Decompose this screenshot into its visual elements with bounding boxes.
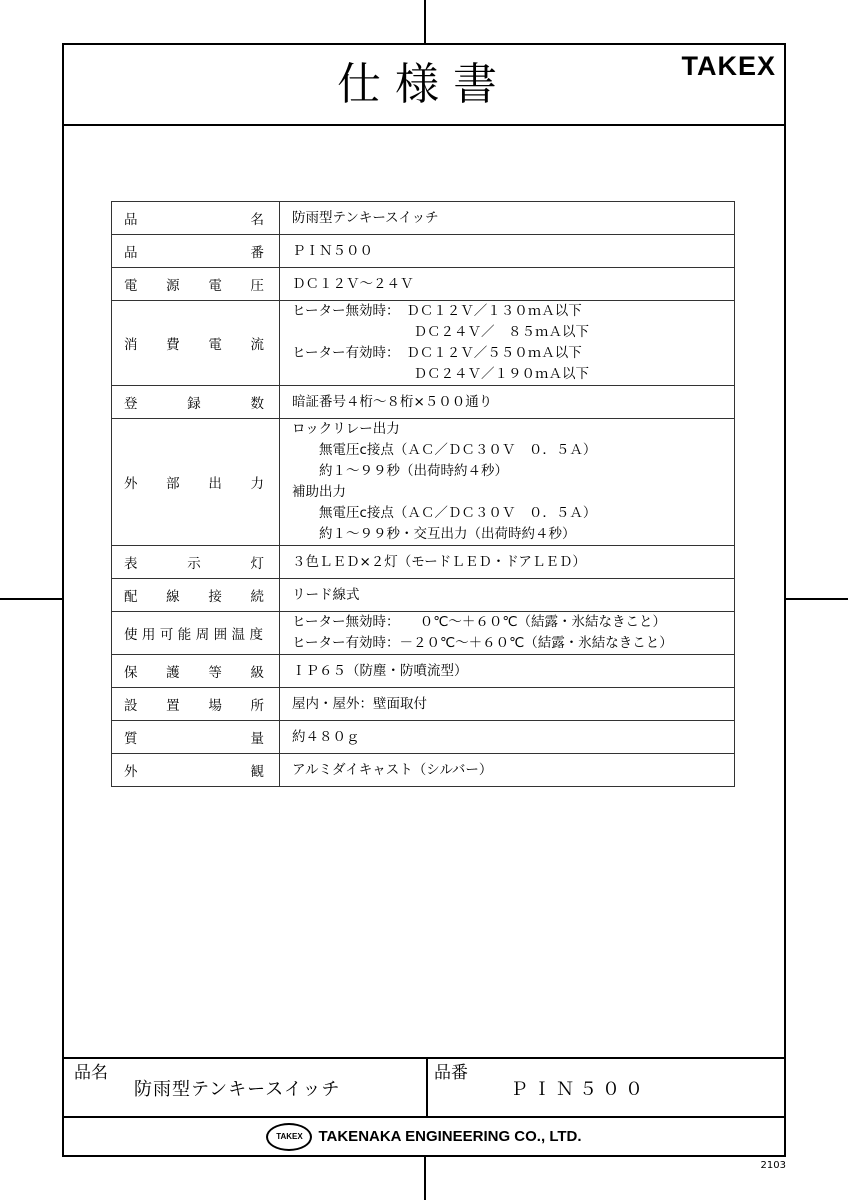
product-name-value: 防雨型テンキースイッチ [134,1079,341,1100]
spec-value-cell [280,202,735,235]
spec-label-char: 級 [250,665,264,681]
spec-row [112,612,735,655]
spec-label-cell [112,301,280,386]
spec-value-line: ＤＣ２４Ｖ／ ８５ｍＡ以下 [292,324,589,340]
spec-value-line: 無電圧c接点（ＡＣ／ＤＣ３０Ｖ ０．５Ａ） [292,442,597,458]
spec-label [124,727,266,747]
spec-label-char: 量 [250,731,264,747]
spec-label-cell [112,235,280,268]
spec-label-char: 電 [124,278,138,294]
spec-label-cell [112,579,280,612]
spec-label-char: 番 [250,245,264,261]
spec-label-cell [112,546,280,579]
spec-label-cell [112,612,280,655]
spec-label [124,585,266,605]
document-header [64,45,784,126]
spec-label-char: 所 [250,698,264,714]
spec-value-cell [280,754,735,787]
company-footer [64,1118,784,1155]
spec-label-char: 周 [195,627,211,643]
spec-value-line: 約１～９９秒（出荷時約４秒） [292,463,508,479]
spec-label-char: 品 [124,245,138,261]
spec-value-line: 約４８０ｇ [292,728,360,745]
spec-value-line: 屋内・屋外：壁面取付 [292,695,427,712]
spec-label-char: 電 [208,278,222,294]
crop-mark-top [424,0,426,43]
product-number-caption: 品番 [434,1063,468,1083]
spec-label-char: 名 [250,212,264,228]
spec-label-char: 源 [166,278,180,294]
spec-label [124,623,266,643]
spec-value-cell [280,655,735,688]
spec-label-char: 圧 [250,278,264,294]
spec-label-char: 数 [250,396,264,412]
spec-label-char: 用 [141,627,157,643]
spec-label-cell [112,721,280,754]
spec-value-line: ３色ＬＥＤ×２灯（モードＬＥＤ・ドアＬＥＤ） [292,553,586,570]
document-title: 仕様書 [337,59,511,110]
spec-label [124,208,266,228]
spec-value-line: 無電圧c接点（ＡＣ／ＤＣ３０Ｖ ０．５Ａ） [292,505,597,521]
spec-value-line: ヒーター無効時： ＤＣ１２Ｖ／１３０ｍＡ以下 [292,303,582,319]
spec-label-char: 置 [166,698,180,714]
product-number-value: ＰＩＮ５００ [510,1079,648,1100]
spec-label-char: 温 [231,627,247,643]
spec-label-char: 出 [208,476,222,492]
spec-label-char: 続 [250,589,264,605]
product-name-caption: 品名 [74,1063,108,1083]
spec-label [124,392,266,412]
spec-value-line: ヒーター有効時：－２０℃～＋６０℃（結露・氷結なきこと） [292,635,673,651]
crop-mark-left [0,598,62,600]
spec-label-cell [112,386,280,419]
spec-value-line: ヒーター有効時： ＤＣ１２Ｖ／５５０ｍＡ以下 [292,345,582,361]
spec-label [124,552,266,572]
spec-label-cell [112,268,280,301]
spec-value-line: ＩＰ６５（防塵・防噴流型） [292,662,468,679]
spec-row [112,268,735,301]
spec-label [124,274,266,294]
crop-mark-bottom [424,1157,426,1200]
company-name: TAKENAKA ENGINEERING CO., LTD. [318,1128,582,1145]
spec-value-cell [280,721,735,754]
spec-label-char: 使 [124,627,139,643]
spec-value-line: 約１～９９秒・交互出力（出荷時約４秒） [292,526,576,542]
spec-value-cell [280,612,735,655]
spec-label-char: 示 [187,556,201,572]
spec-value-line: アルミダイキャスト（シルバー） [292,761,493,778]
spec-label-char: 力 [250,476,264,492]
spec-label-char: 録 [187,396,201,412]
spec-value-cell [280,386,735,419]
spec-label-char: 質 [124,731,138,747]
spec-label-char: 外 [124,764,138,780]
spec-label-char: 可 [159,627,175,643]
spec-value-cell [280,301,735,386]
spec-value-line: 防雨型テンキースイッチ [292,209,439,226]
spec-label-char: 能 [177,627,193,643]
spec-value-cell [280,419,735,546]
document-frame [62,43,786,1157]
spec-row [112,301,735,386]
title-block [64,1057,784,1118]
spec-label-char: 観 [250,764,264,780]
spec-label-char: 灯 [250,556,264,572]
spec-label-char: 線 [166,589,180,605]
spec-row [112,579,735,612]
spec-label [124,661,266,681]
crop-mark-right [786,598,848,600]
spec-label-cell [112,202,280,235]
spec-label-cell [112,419,280,546]
spec-row [112,546,735,579]
brand-logo: TAKEX [681,51,776,81]
spec-row [112,202,735,235]
spec-label [124,472,266,492]
spec-label-char: 費 [166,337,180,353]
spec-value-line: ヒーター無効時： ０℃～＋６０℃（結露・氷結なきこと） [292,614,667,630]
spec-label-char: 外 [124,476,138,492]
document-code: 2103 [760,1160,786,1171]
spec-table [111,201,735,787]
spec-row [112,721,735,754]
spec-row [112,419,735,546]
spec-label [124,694,266,714]
spec-label [124,241,266,261]
spec-label-char: 護 [166,665,180,681]
spec-label-char: 表 [124,556,138,572]
spec-label-char: 登 [124,396,138,412]
spec-label-char: 流 [250,337,264,353]
spec-label-char: 部 [166,476,180,492]
spec-label-char: 消 [124,337,138,353]
spec-label-char: 接 [208,589,222,605]
spec-value-cell [280,579,735,612]
spec-value-cell [280,235,735,268]
spec-label [124,333,266,353]
spec-value-line: ロックリレー出力 [292,421,400,437]
spec-label-char: 電 [208,337,222,353]
spec-value-line: リード線式 [292,586,360,603]
spec-value-line: 補助出力 [292,484,346,500]
spec-label-char: 設 [124,698,138,714]
spec-label-char: 囲 [213,627,229,643]
spec-row [112,688,735,721]
spec-label-cell [112,754,280,787]
spec-row [112,235,735,268]
spec-label-char: 等 [208,665,222,681]
spec-value-cell [280,688,735,721]
spec-label-char: 場 [208,698,222,714]
spec-row [112,386,735,419]
spec-label-char: 配 [124,589,138,605]
spec-value-line: ＤＣ２４Ｖ／１９０ｍＡ以下 [292,366,589,382]
spec-label [124,760,266,780]
spec-row [112,655,735,688]
spec-value-line: ＰＩＮ５００ [292,242,373,259]
spec-label-char: 度 [249,627,264,643]
spec-label-cell [112,688,280,721]
spec-value-line: 暗証番号４桁～８桁×５００通り [292,393,493,410]
spec-value-cell [280,268,735,301]
title-block-divider [426,1059,428,1118]
spec-row [112,754,735,787]
spec-label-cell [112,655,280,688]
spec-value-cell [280,546,735,579]
company-logo: TAKEX [266,1123,312,1151]
spec-value-line: ＤＣ１２Ｖ～２４Ｖ [292,275,414,292]
spec-label-char: 品 [124,212,138,228]
spec-label-char: 保 [124,665,138,681]
